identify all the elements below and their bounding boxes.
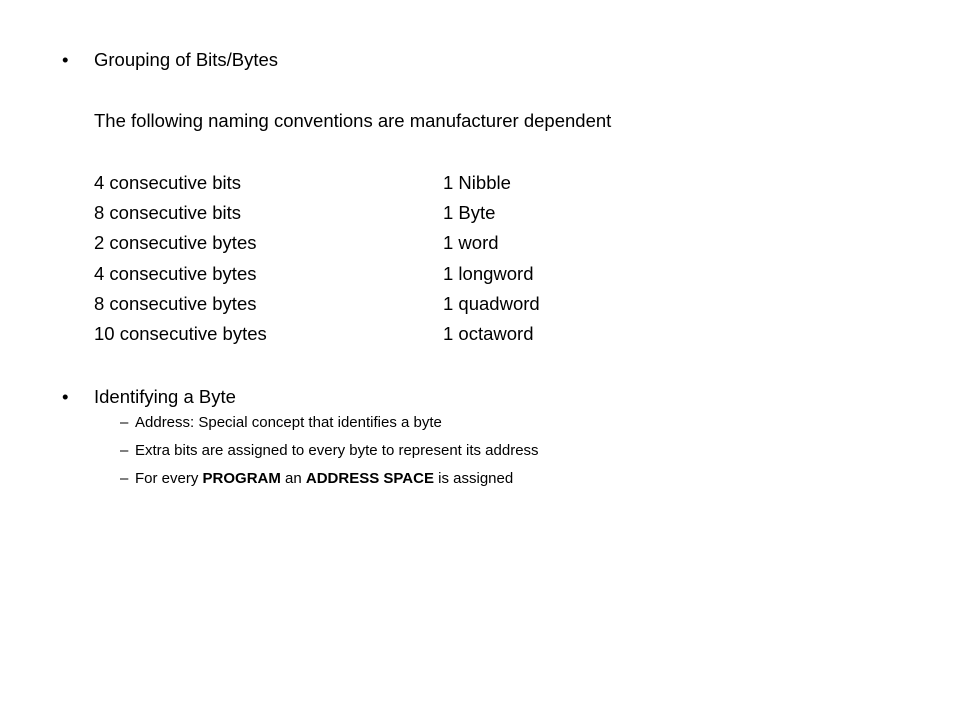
text-middle: an: [280, 470, 306, 487]
row-name: 1 word: [443, 232, 499, 253]
list-item-text: Extra bits are assigned to every byte to represent its address: [135, 442, 539, 459]
dash-marker: –: [120, 470, 129, 487]
bullet-marker: •: [62, 49, 69, 70]
row-name: 1 quadword: [443, 293, 540, 314]
dash-marker: –: [120, 442, 129, 459]
row-quantity: 4 consecutive bits: [94, 172, 242, 193]
text-suffix: is assigned: [433, 470, 514, 487]
section-heading-identifying: Identifying a Byte: [94, 386, 236, 407]
row-quantity: 4 consecutive bytes: [94, 263, 257, 284]
bold-term-address-space: ADDRESS SPACE: [305, 470, 434, 487]
section-heading-grouping: Grouping of Bits/Bytes: [94, 49, 279, 70]
list-item-text: [135, 469, 513, 489]
row-quantity: 2 consecutive bytes: [94, 232, 257, 253]
row-name: 1 longword: [443, 263, 534, 284]
row-quantity: 8 consecutive bits: [94, 202, 242, 223]
row-quantity: 8 consecutive bytes: [94, 293, 257, 314]
list-item-text: Address: Special concept that identifies a byte: [135, 414, 442, 431]
row-name: 1 octaword: [443, 323, 534, 344]
bold-term-program: PROGRAM: [202, 470, 281, 487]
text-prefix: For every: [135, 470, 203, 487]
row-name: 1 Byte: [443, 202, 496, 223]
bullet-marker: •: [62, 386, 69, 407]
intro-text: The following naming conventions are manufacturer dependent: [94, 110, 612, 131]
dash-marker: –: [120, 414, 129, 431]
row-name: 1 Nibble: [443, 172, 511, 193]
row-quantity: 10 consecutive bytes: [94, 323, 267, 344]
